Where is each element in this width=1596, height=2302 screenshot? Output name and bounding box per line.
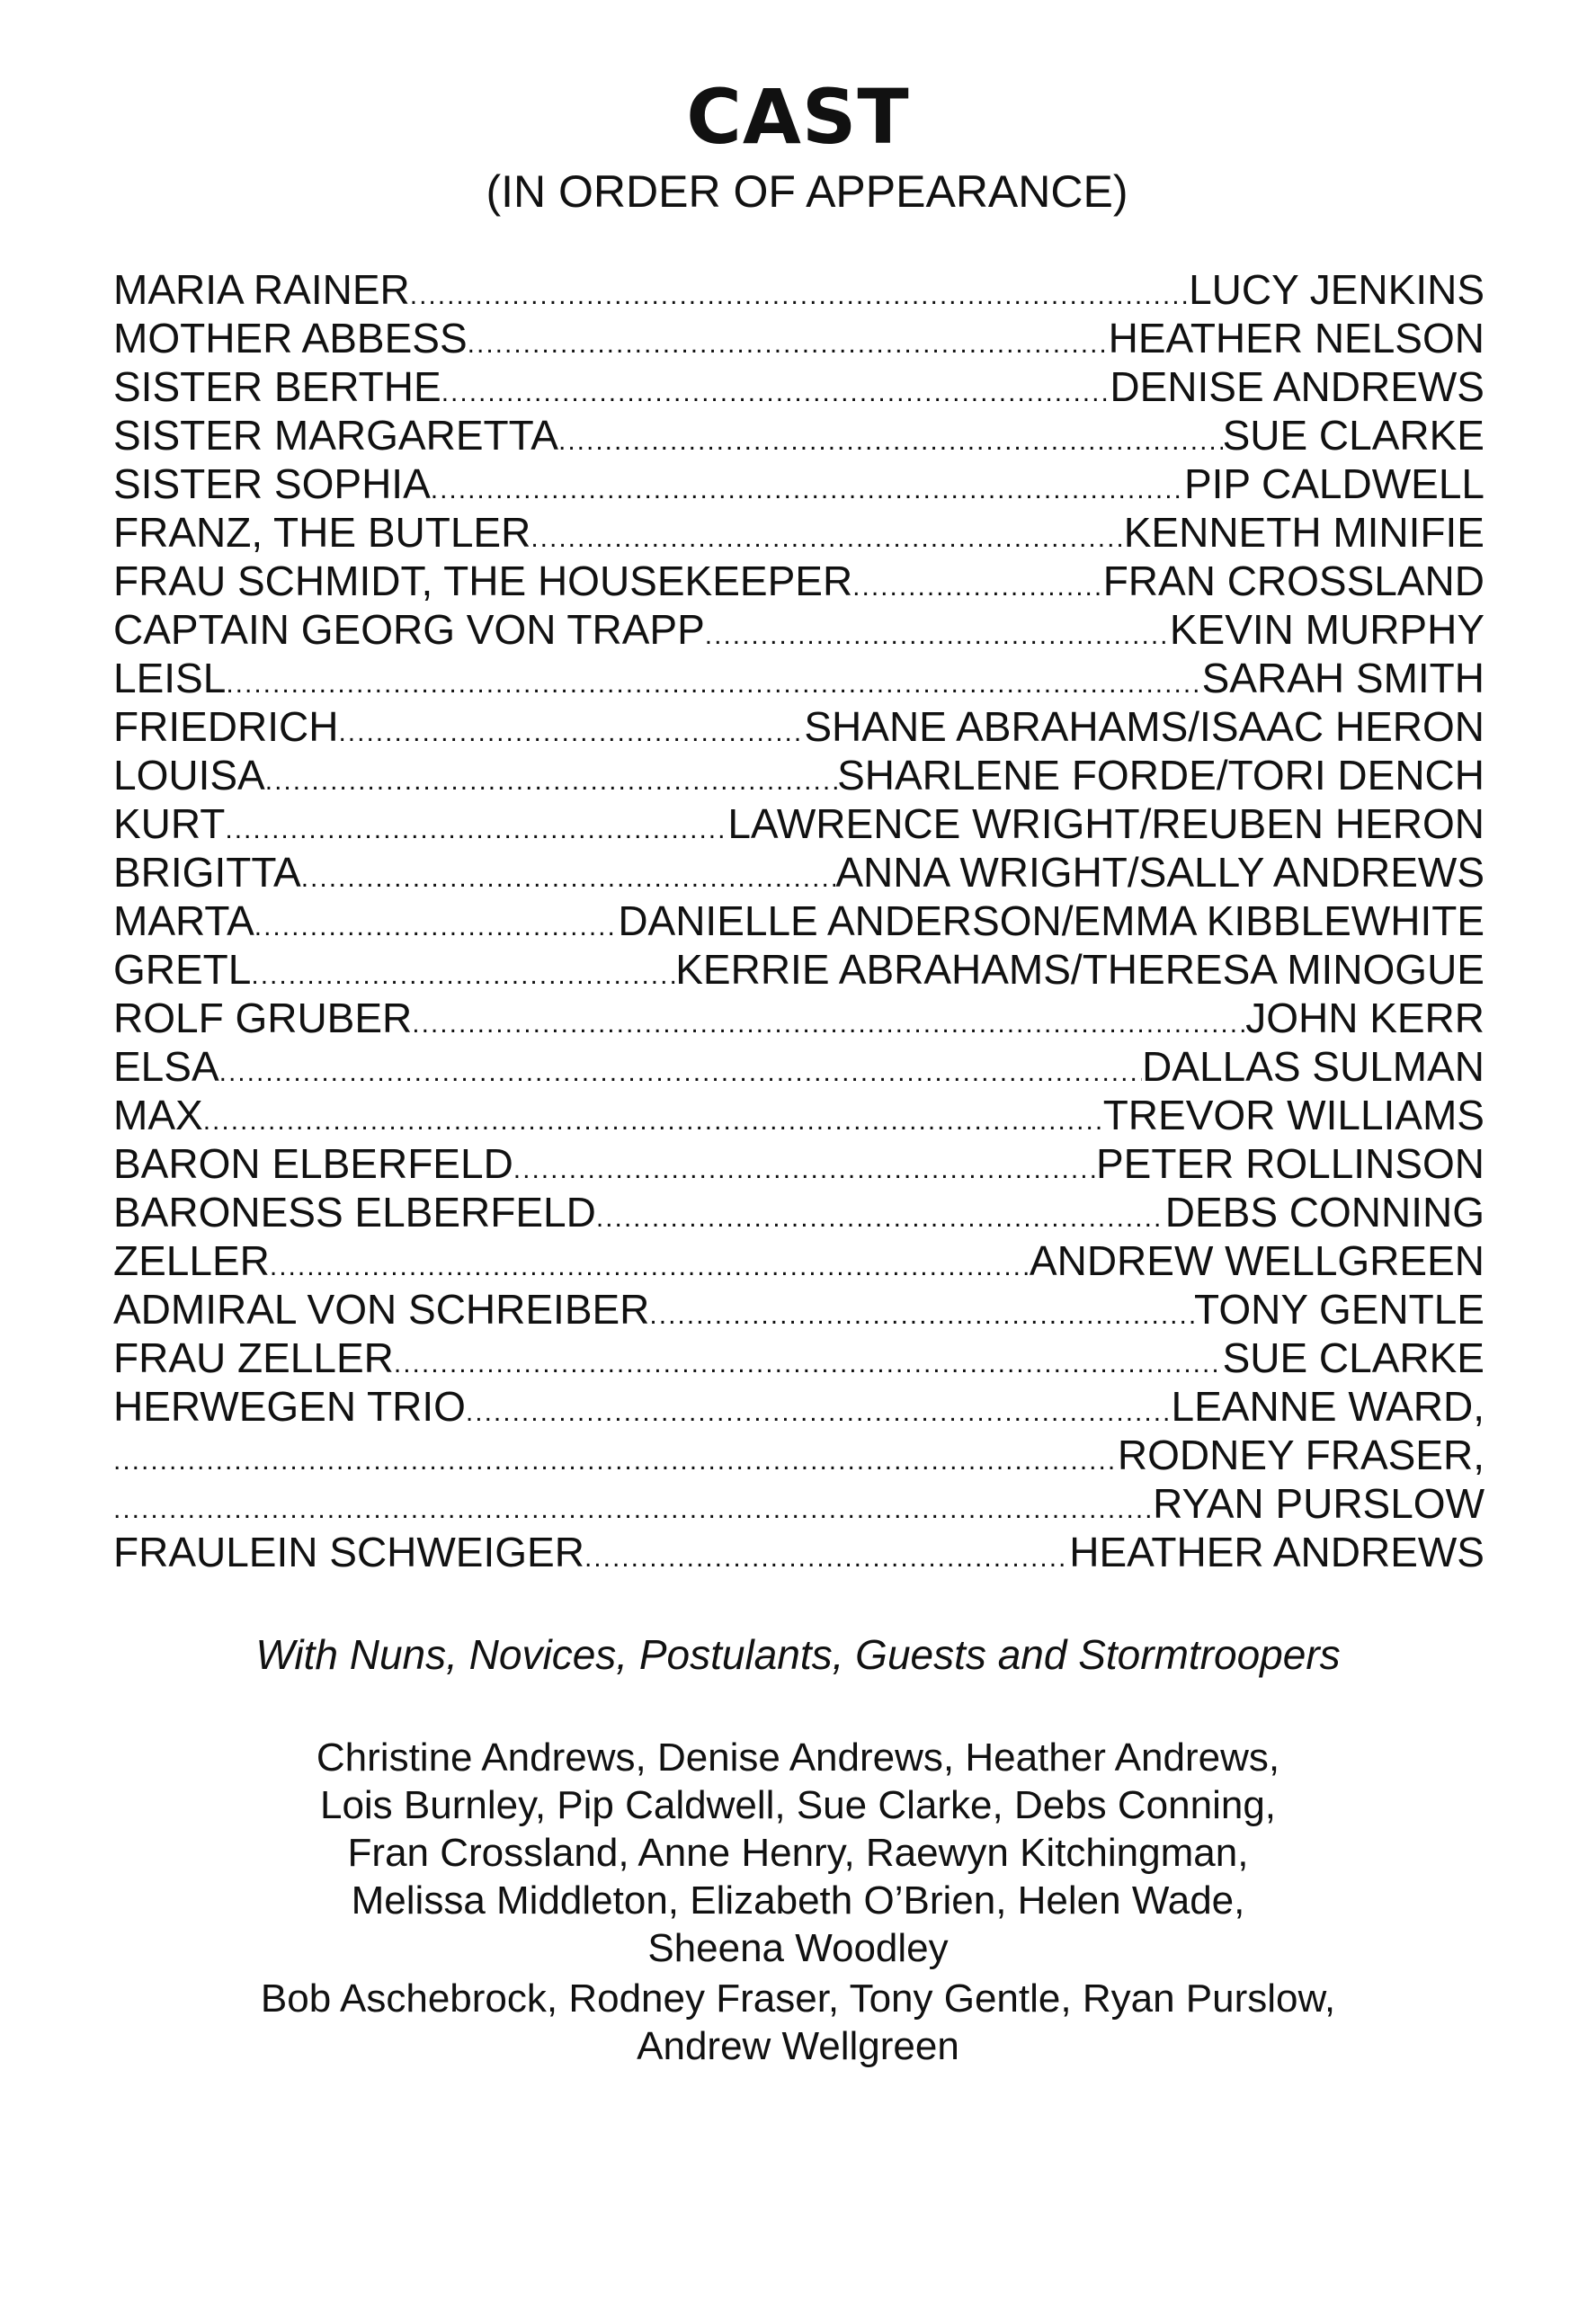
cast-actor: KEVIN MURPHY [1169,606,1485,653]
cast-row [113,605,1485,654]
cast-actor: SUE CLARKE [1222,412,1485,459]
cast-role: HERWEGEN TRIO [113,1383,466,1430]
cast-actor: DEBS CONNING [1164,1189,1485,1236]
cast-role: MARIA RAINER [113,266,410,313]
cast-role: BRIGITTA [113,849,301,896]
cast-row [113,1382,1485,1431]
dot-leader [265,757,837,799]
cast-role: LEISL [113,655,227,701]
cast-actor: TREVOR WILLIAMS [1102,1092,1485,1138]
cast-row [113,897,1485,945]
cast-row [113,362,1485,411]
ensemble-line: Bob Aschebrock, Rodney Fraser, Tony Gentle, Ryan Purslow, [260,1976,1336,2021]
cast-actor: LAWRENCE WRIGHT/REUBEN HERON [727,800,1485,847]
dot-leader [301,854,836,897]
cast-row [113,1285,1485,1334]
cast-row [113,411,1485,460]
dot-leader [431,466,1184,508]
cast-row [113,265,1485,314]
cast-row [113,702,1485,751]
cast-actor: HEATHER ANDREWS [1069,1529,1485,1575]
cast-actor: PETER ROLLINSON [1096,1140,1485,1187]
dot-leader [113,1437,1118,1479]
cast-row [113,1479,1485,1528]
cast-actor: ANDREW WELLGREEN [1029,1237,1485,1284]
dot-leader [412,1000,1245,1042]
cast-row [113,848,1485,897]
page-subtitle: (IN ORDER OF APPEARANCE) [486,166,1128,217]
dot-leader [338,709,804,751]
ensemble-line: Sheena Woodley [647,1926,949,1970]
cast-role: ZELLER [113,1237,270,1284]
cast-role: MOTHER ABBESS [113,315,468,361]
ensemble-line: Christine Andrews, Denise Andrews, Heather Andrews, [316,1735,1280,1780]
dot-leader [219,1048,1142,1091]
dot-leader [254,903,619,945]
ensemble-men-list [0,1975,1596,2070]
cast-actor: LEANNE WARD, [1171,1383,1485,1430]
dot-leader [441,369,1110,411]
cast-row [113,1431,1485,1479]
cast-actor: HEATHER NELSON [1108,315,1485,361]
cast-row [113,1188,1485,1236]
cast-list [113,265,1485,1576]
cast-role: ADMIRAL VON SCHREIBER [113,1286,650,1333]
cast-actor: DANIELLE ANDERSON/EMMA KIBBLEWHITE [618,897,1485,944]
dot-leader [466,1388,1172,1431]
ensemble-line: Andrew Wellgreen [637,2024,959,2068]
cast-role: FRANZ, THE BUTLER [113,509,531,556]
cast-role: CAPTAIN GEORG VON TRAPP [113,606,705,653]
ensemble-line: Fran Crossland, Anne Henry, Raewyn Kitchingman, [347,1831,1249,1875]
dot-leader [705,611,1170,654]
dot-leader [113,1486,1153,1528]
cast-row [113,508,1485,557]
cast-row [113,1139,1485,1188]
cast-actor: ANNA WRIGHT/SALLY ANDREWS [835,849,1485,896]
dot-leader [531,514,1123,557]
cast-role: FRAU SCHMIDT, THE HOUSEKEEPER [113,558,853,604]
dot-leader [852,563,1103,605]
dot-leader [410,272,1189,314]
dot-leader [394,1340,1223,1382]
cast-actor: SHANE ABRAHAMS/ISAAC HERON [804,703,1485,750]
dot-leader [649,1291,1194,1334]
cast-role: MARTA [113,897,254,944]
cast-actor: SHARLENE FORDE/TORI DENCH [837,752,1485,799]
cast-role: ELSA [113,1043,219,1090]
dot-leader [596,1194,1165,1236]
cast-actor: SUE CLARKE [1222,1334,1485,1381]
cast-actor: SARAH SMITH [1201,655,1485,701]
cast-role: FRAU ZELLER [113,1334,394,1381]
dot-leader [270,1243,1030,1285]
cast-actor: KENNETH MINIFIE [1123,509,1485,556]
cast-row [113,1528,1485,1576]
cast-row [113,460,1485,508]
cast-actor: RYAN PURSLOW [1153,1480,1485,1527]
ensemble-women-list [0,1734,1596,1972]
cast-row [113,994,1485,1042]
cast-row [113,654,1485,702]
ensemble-line: Melissa Middleton, Elizabeth O’Brien, Helen Wade, [351,1878,1245,1923]
cast-row [113,751,1485,799]
cast-actor: JOHN KERR [1245,995,1485,1041]
cast-role: LOUISA [113,752,265,799]
dot-leader [558,417,1223,460]
cast-role: BARONESS ELBERFELD [113,1189,596,1236]
cast-row [113,1334,1485,1382]
cast-row [113,314,1485,362]
cast-actor: LUCY JENKINS [1189,266,1485,313]
cast-role: GRETL [113,946,252,993]
dot-leader [225,806,727,848]
cast-role: KURT [113,800,226,847]
ensemble-line: Lois Burnley, Pip Caldwell, Sue Clarke, Debs Conning, [319,1783,1277,1827]
cast-row [113,1042,1485,1091]
cast-role: BARON ELBERFELD [113,1140,513,1187]
cast-role: ROLF GRUBER [113,995,413,1041]
cast-actor: PIP CALDWELL [1183,460,1485,507]
page-title: CAST [686,73,910,161]
cast-role: SISTER BERTHE [113,363,441,410]
cast-role: SISTER MARGARETTA [113,412,558,459]
cast-role: FRAULEIN SCHWEIGER [113,1529,584,1575]
cast-role: MAX [113,1092,203,1138]
cast-row [113,945,1485,994]
dot-leader [203,1097,1103,1139]
cast-actor: RODNEY FRASER, [1117,1432,1485,1478]
cast-actor: KERRIE ABRAHAMS/THERESA MINOGUE [675,946,1485,993]
dot-leader [584,1534,1069,1576]
dot-leader [468,320,1109,362]
cast-role: SISTER SOPHIA [113,460,431,507]
ensemble-heading: With Nuns, Novices, Postulants, Guests and Stormtroopers [255,1631,1341,1678]
cast-role: FRIEDRICH [113,703,339,750]
dot-leader [226,660,1201,702]
dot-leader [513,1146,1096,1188]
cast-actor: DENISE ANDREWS [1110,363,1485,410]
cast-actor: TONY GENTLE [1194,1286,1485,1333]
cast-row [113,557,1485,605]
cast-row [113,799,1485,848]
cast-row [113,1236,1485,1285]
dot-leader [251,951,675,994]
cast-row [113,1091,1485,1139]
cast-actor: FRAN CROSSLAND [1102,558,1485,604]
cast-actor: DALLAS SULMAN [1142,1043,1485,1090]
